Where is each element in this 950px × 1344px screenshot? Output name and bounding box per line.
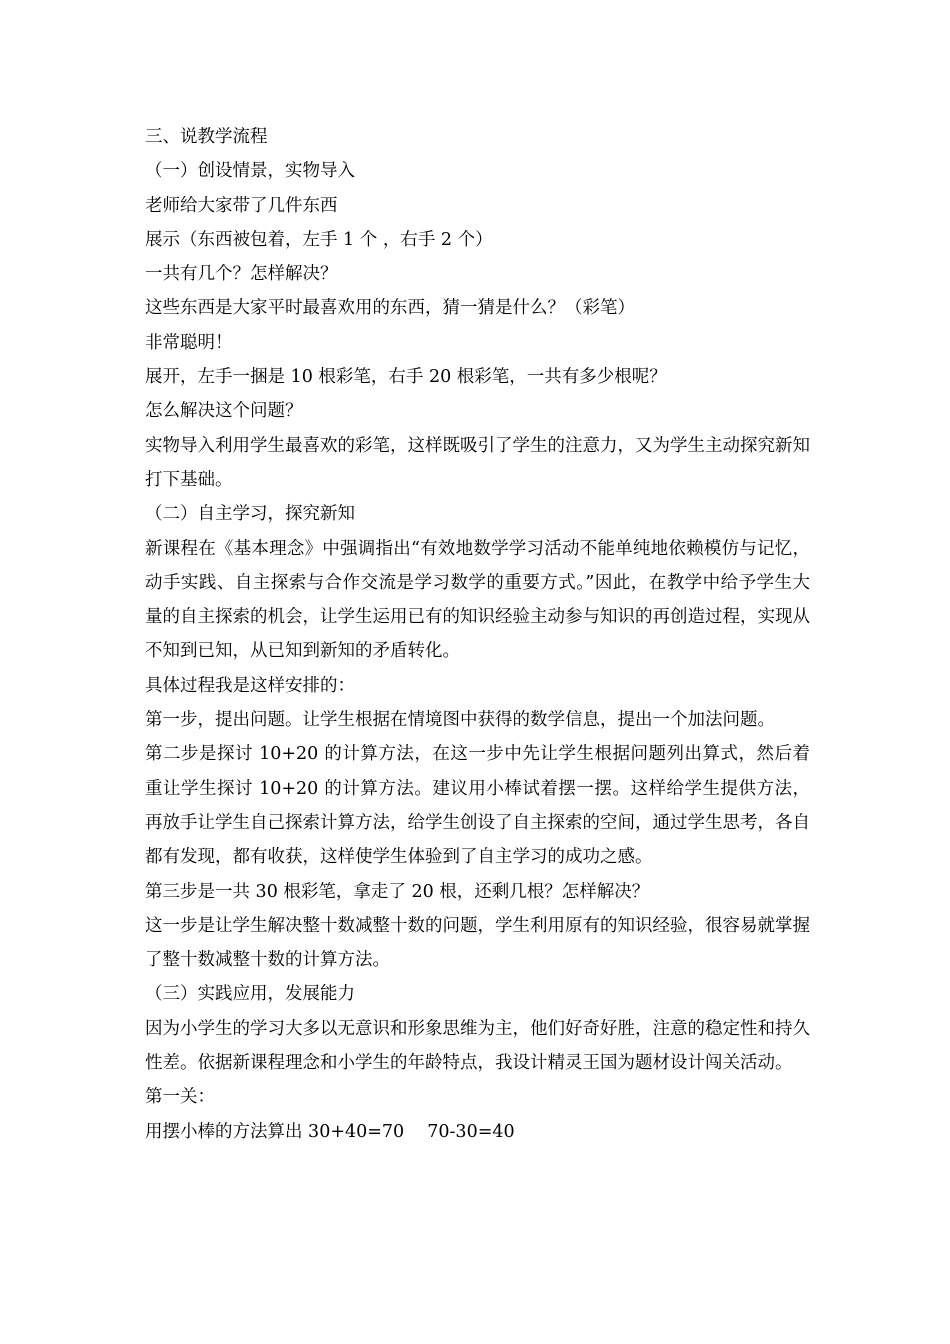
paragraph-intro: 实物导入利用学生最喜欢的彩笔，这样既吸引了学生的注意力，又为学生主动探究新知打下基础。 bbox=[145, 435, 810, 490]
text-line: 这些东西是大家平时最喜欢用的东西，猜一猜是什么？（彩笔） bbox=[145, 298, 635, 319]
text-line: 展示（东西被包着，左手 1 个 ，右手 2 个） bbox=[145, 229, 493, 250]
text-line: 具体过程我是这样安排的： bbox=[145, 675, 355, 696]
step-3-detail: 这一步是让学生解决整十数减整十数的问题，学生利用原有的知识经验，很容易就掌握了整十数减整十数的计算方法。 bbox=[145, 915, 810, 971]
level-1-task: 用摆小棒的方法算出 30+40=70 70-30=40 bbox=[145, 1121, 515, 1142]
step-1: 第一步，提出问题。让学生根据在情境图中获得的数学信息，提出一个加法问题。 bbox=[145, 710, 775, 731]
step-2: 第二步是探讨 10+20 的计算方法，在这一步中先让学生根据问题列出算式，然后着重让学生探讨 10+20 的计算方法。建议用小棒试着摆一摆。这样给学生提供方法，再放手让学生自己探索计算方法，给学生创设了自主探索的空间，通过学生思考，各自都有发现，都有收获，这样使学生体验到了自主学习的成功之感。 bbox=[145, 744, 810, 868]
subsection-heading-1: （一）创设情景，实物导入 bbox=[145, 161, 355, 182]
text-line: 一共有几个？怎样解决？ bbox=[145, 264, 338, 285]
step-3: 第三步是一共 30 根彩笔，拿走了 20 根，还剩几根？怎样解决？ bbox=[145, 881, 650, 902]
subsection-heading-2: （二）自主学习，探究新知 bbox=[145, 504, 355, 525]
paragraph-practice: 因为小学生的学习大多以无意识和形象思维为主，他们好奇好胜，注意的稳定性和持久性差。依据新课程理念和小学生的年龄特点，我设计精灵王国为题材设计闯关活动。 bbox=[145, 1018, 810, 1074]
subsection-heading-3: （三）实践应用，发展能力 bbox=[145, 984, 355, 1005]
document-body bbox=[145, 120, 810, 1149]
text-line: 展开，左手一捆是 10 根彩笔，右手 20 根彩笔，一共有多少根呢？ bbox=[145, 367, 667, 388]
section-heading-teaching-process: 三、说教学流程 bbox=[145, 127, 268, 147]
level-1-heading: 第一关： bbox=[145, 1087, 215, 1108]
text-line: 非常聪明！ bbox=[145, 332, 233, 353]
text-line: 老师给大家带了几件东西 bbox=[145, 195, 338, 216]
text-line: 怎么解决这个问题？ bbox=[145, 401, 303, 422]
paragraph-curriculum: 新课程在《基本理念》中强调指出“有效地数学学习活动不能单纯地依赖模仿与记忆，动手实践、自主探索与合作交流是学习数学的重要方式。”因此，在教学中给予学生大量的自主探索的机会，让学生运用已有的知识经验主动参与知识的再创造过程，实现从不知到已知，从已知到新知的矛盾转化。 bbox=[145, 538, 810, 662]
